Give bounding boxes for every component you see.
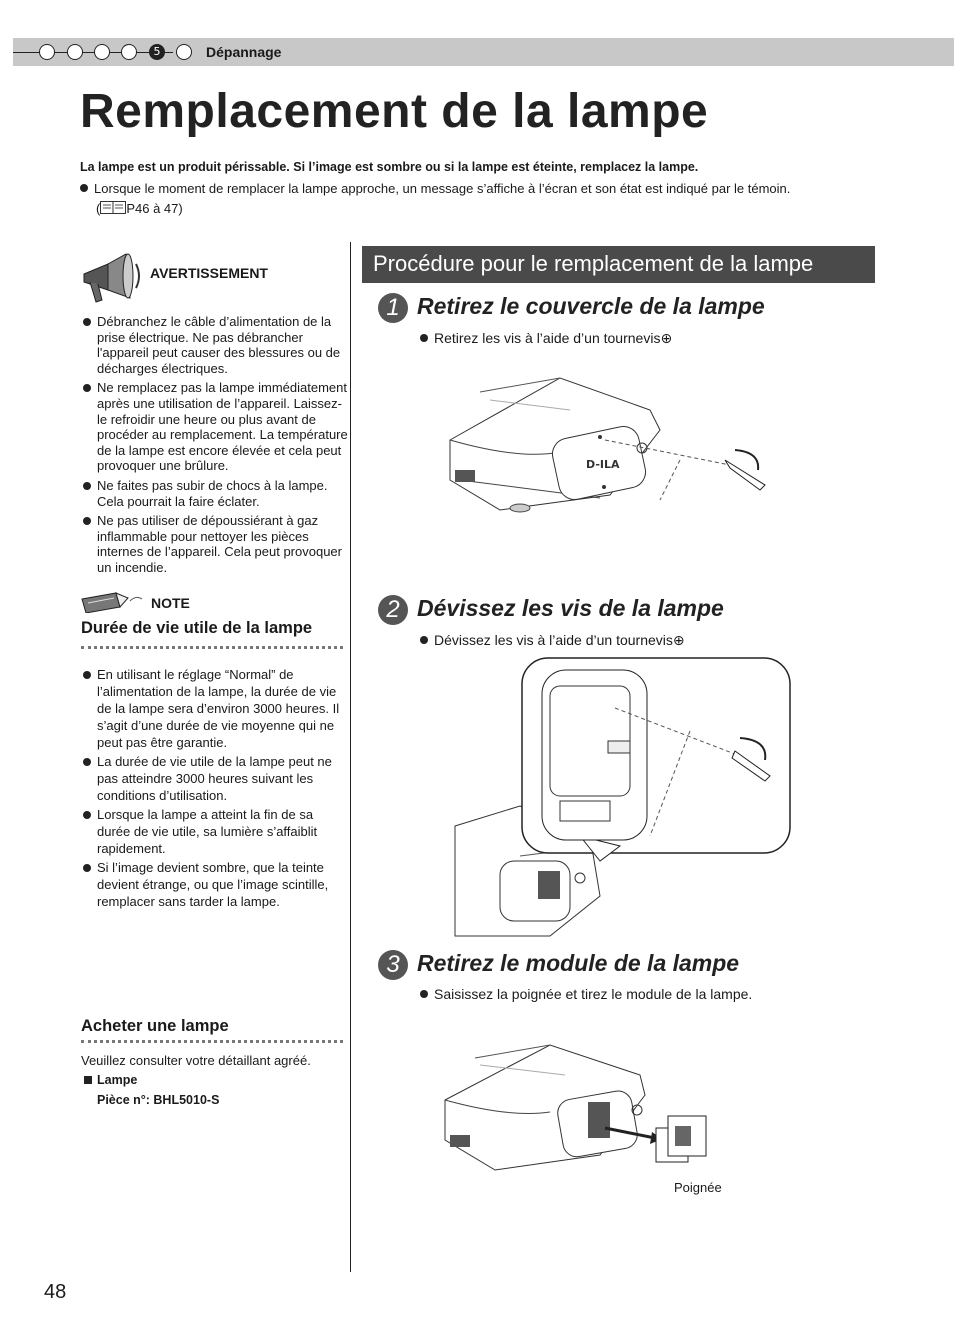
projector-illustration-1 (400, 370, 780, 520)
list-item: Ne remplacez pas la lampe immédiatement après une utilisation de l’appareil. Laissez-le refroidir une heure ou plus avant de procéder au remplacement. La température de la lampe est encore élevée et cela peut provoquer une brûlure. (80, 380, 348, 474)
lamp-life-list (80, 666, 348, 912)
pencil-note-icon (80, 591, 146, 613)
bullet-icon (420, 636, 428, 644)
warning-list (80, 314, 348, 580)
step-2-number: 2 (378, 595, 408, 625)
warning-title: AVERTISSEMENT (150, 265, 268, 281)
projector-illustration-2 (450, 656, 795, 941)
list-item: Ne pas utiliser de dépoussiérant à gaz inflammable pour nettoyer les pièces internes de l’appareil. Cela peut provoquer un incendie. (80, 513, 348, 575)
megaphone-icon (80, 252, 146, 308)
intro-bullet (80, 181, 880, 196)
step-1-text-content: Retirez les vis à l’aide d’un tournevis (434, 330, 661, 346)
intro-bold-text: La lampe est un produit périssable. Si l’image est sombre ou si la lampe est éteinte, remplacez la lampe. (80, 160, 699, 174)
column-divider (350, 242, 351, 1272)
buy-lamp-heading: Acheter une lampe (81, 1017, 229, 1035)
list-item: Ne faites pas subir de chocs à la lampe. Cela pourrait la faire éclater. (80, 478, 348, 509)
note-title: NOTE (151, 595, 190, 611)
step-1-number: 1 (378, 293, 408, 323)
page-number: 48 (44, 1281, 67, 1303)
phillips-screw-icon: ⊕ (672, 632, 685, 648)
projector-illustration-3 (400, 1040, 730, 1175)
step-1-text (420, 330, 672, 347)
lamp-life-heading: Durée de vie utile de la lampe (81, 619, 313, 637)
page-title: Remplacement de la lampe (80, 85, 709, 138)
bullet-icon (420, 334, 428, 342)
square-bullet-icon (84, 1076, 92, 1084)
buy-lamp-text: Veuillez consulter votre détaillant agréé. (81, 1053, 311, 1068)
step-2-text (420, 632, 685, 649)
step-2-text-content: Dévissez les vis à l’aide d’un tournevis (434, 632, 673, 648)
dotted-separator (81, 646, 343, 649)
step-1-title: Retirez le couvercle de la lampe (417, 293, 765, 319)
phillips-screw-icon: ⊕ (660, 330, 673, 346)
intro-bullet-text: Lorsque le moment de remplacer la lampe approche, un message s’affiche à l’écran et son état est indiqué par le témoin. (94, 181, 791, 196)
section-name: Dépannage (206, 44, 282, 60)
lamp-label (84, 1073, 137, 1087)
step-2-title: Dévissez les vis de la lampe (417, 595, 724, 621)
book-icon (100, 201, 126, 214)
lamp-label-text: Lampe (97, 1073, 138, 1087)
bullet-icon (80, 184, 88, 192)
dotted-separator (81, 1040, 343, 1043)
page-reference: ( P46 à 47) (96, 201, 183, 216)
bullet-icon (420, 990, 428, 998)
step-3-text-content: Saisissez la poignée et tirez le module de la lampe. (434, 986, 753, 1002)
step-3-title: Retirez le module de la lampe (417, 950, 740, 976)
chapter-dot-6 (176, 44, 192, 60)
list-item: La durée de vie utile de la lampe peut ne pas atteindre 3000 heures suivant les conditions d’utilisation. (80, 753, 348, 804)
projector-logo: D-ILA (586, 458, 620, 471)
list-item: Si l’image devient sombre, que la teinte devient étrange, ou que l’image scintille, remplacer sans tarder la lampe. (80, 859, 348, 910)
chapter-dot-3 (94, 44, 110, 60)
handle-caption: Poignée (674, 1180, 722, 1195)
procedure-title: Procédure pour le remplacement de la lampe (373, 251, 814, 276)
step-3-number: 3 (378, 950, 408, 980)
page-reference-text: P46 à 47) (126, 201, 183, 216)
chapter-dot-1 (39, 44, 55, 60)
part-number: Pièce n°: BHL5010-S (97, 1093, 220, 1107)
step-3-text (420, 986, 752, 1002)
list-item: En utilisant le réglage “Normal” de l’alimentation de la lampe, la durée de vie de la lampe sera d’environ 3000 heures. Il s’agit d’une durée de vie moyenne qui ne peut pas être garantie. (80, 666, 348, 751)
chapter-dot-current: 5 (149, 44, 165, 60)
chapter-dot-4 (121, 44, 137, 60)
list-item: Lorsque la lampe a atteint la fin de sa durée de vie utile, sa lumière s’affaiblit rapidement. (80, 806, 348, 857)
list-item: Débranchez le câble d’alimentation de la prise électrique. Ne pas débrancher l'appareil peut causer des blessures ou de décharges électriques. (80, 314, 348, 376)
chapter-dot-2 (67, 44, 83, 60)
